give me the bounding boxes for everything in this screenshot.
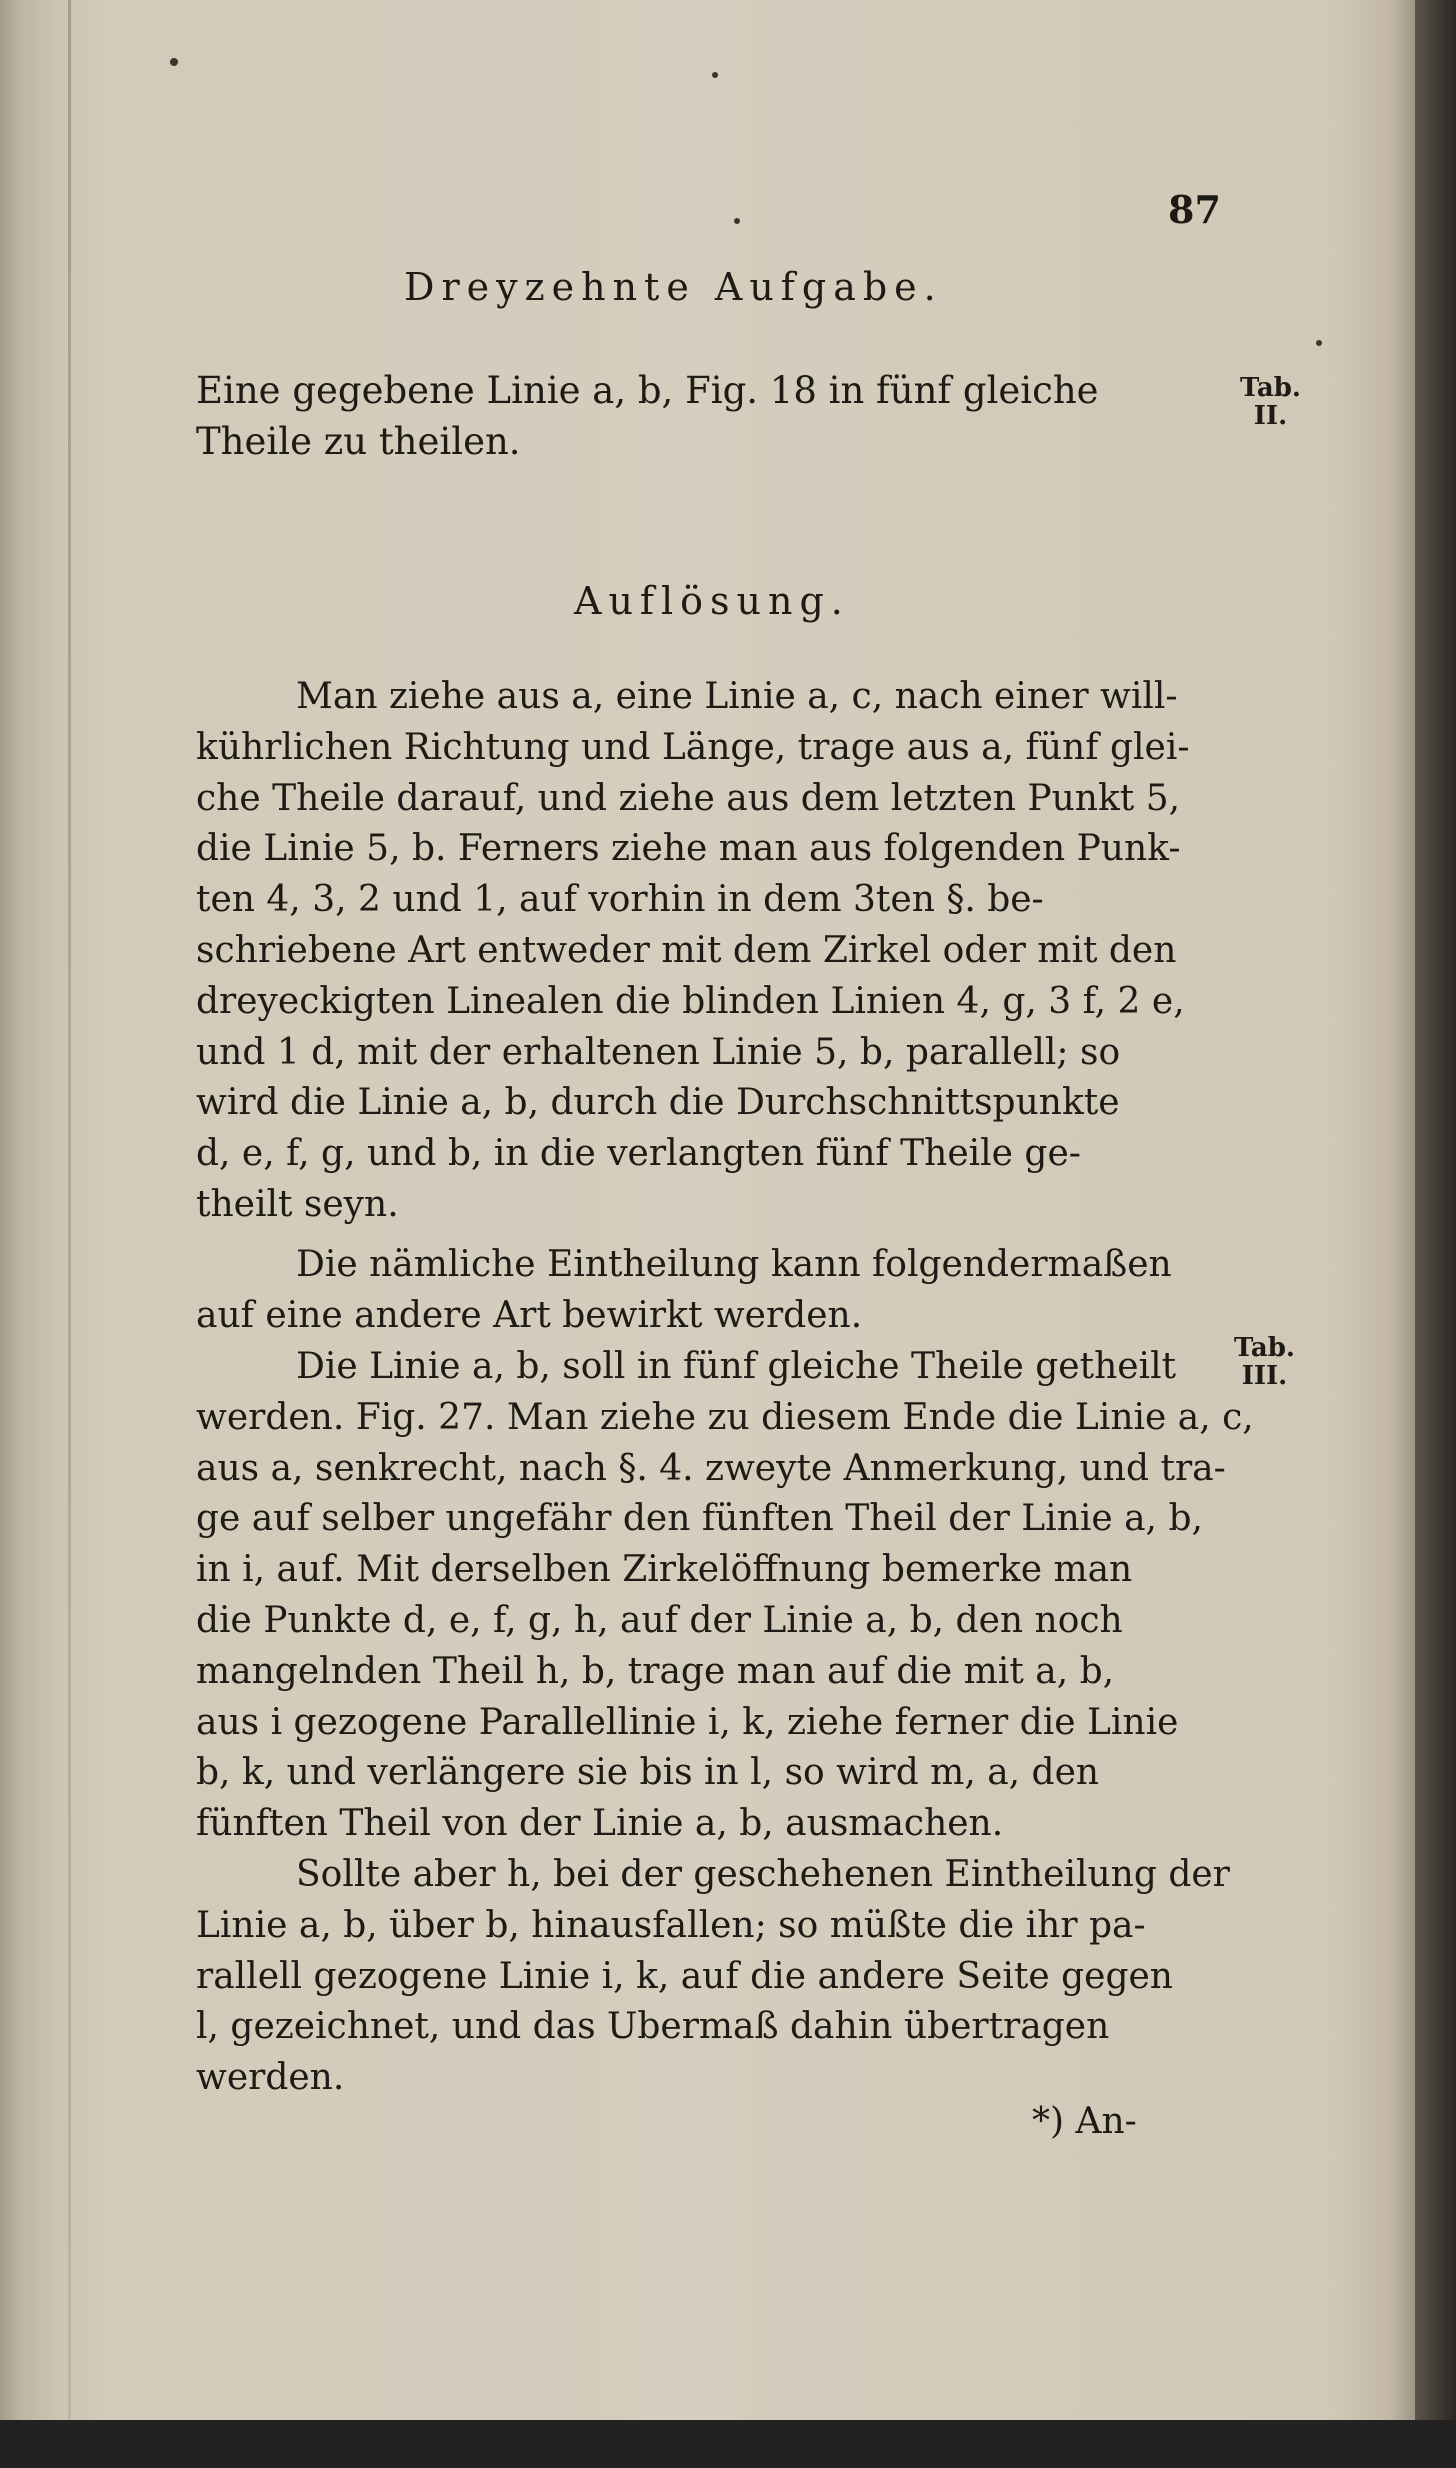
page-number: 87 (1168, 187, 1221, 232)
solution-heading: Auflösung. (574, 579, 850, 623)
text-line: die Linie 5, b. Ferners ziehe man aus folgenden Punk- (196, 828, 1181, 870)
text-line: Linie a, b, über b, hinausfallen; so müßte die ihr pa- (196, 1904, 1146, 1946)
text-line: kührlichen Richtung und Länge, trage aus a, fünf glei- (196, 726, 1190, 768)
text-line: d, e, f, g, und b, in die verlangten fünf Theile ge- (196, 1133, 1081, 1175)
text-line: theilt seyn. (196, 1183, 399, 1225)
alternative-paragraph (196, 1240, 1236, 1342)
text-line: Man ziehe aus a, eine Linie a, c, nach einer will- (296, 676, 1178, 717)
text-line: ten 4, 3, 2 und 1, auf vorhin in dem 3ten §. be- (196, 879, 1044, 921)
text-line: schriebene Art entweder mit dem Zirkel oder mit den (196, 929, 1177, 971)
ink-speck (1316, 340, 1322, 346)
text-line: werden. Fig. 27. Man ziehe zu diesem Ende die Linie a, c, (196, 1396, 1254, 1438)
text-line: wird die Linie a, b, durch die Durchschnittspunkte (196, 1082, 1120, 1124)
problem-statement (196, 365, 1236, 467)
gutter-shadow (68, 0, 71, 2468)
text-line: mangelnden Theil h, b, trage man auf die mit a, b, (196, 1650, 1115, 1692)
ink-speck (734, 218, 740, 224)
ink-speck (712, 72, 718, 78)
margin-note-plate (1240, 374, 1301, 430)
text-line: b, k, und verlängere sie bis in l, so wird m, a, den (196, 1752, 1100, 1794)
ink-speck (170, 58, 178, 66)
solution-paragraph (196, 672, 1236, 1231)
text-line: Theile zu theilen. (196, 420, 521, 463)
text-line: in i, auf. Mit derselben Zirkelöffnung bemerke man (196, 1549, 1133, 1591)
text-line: und 1 d, mit der erhaltenen Linie 5, b, parallell; so (196, 1031, 1121, 1073)
margin-note-line: Tab. (1240, 373, 1301, 403)
scan-border (0, 2420, 1456, 2468)
problem-title: Dreyzehnte Aufgabe. (404, 265, 943, 309)
margin-note-line: III. (1241, 1361, 1288, 1391)
margin-note-line: II. (1253, 401, 1288, 431)
text-line: Eine gegebene Linie a, b, Fig. 18 in fünf gleiche (196, 369, 1099, 412)
text-line: Die Linie a, b, soll in fünf gleiche Theile getheilt (296, 1346, 1177, 1387)
text-line: ge auf selber ungefähr den fünften Theil der Linie a, b, (196, 1498, 1203, 1540)
method-paragraph (196, 1342, 1254, 1850)
text-line: aus i gezogene Parallellinie i, k, ziehe ferner die Linie (196, 1701, 1179, 1743)
text-line: aus a, senkrecht, nach §. 4. zweyte Anmerkung, und tra- (196, 1447, 1226, 1489)
catchword: *) An- (1032, 2101, 1137, 2142)
text-line: die Punkte d, e, f, g, h, auf der Linie a, b, den noch (196, 1599, 1123, 1641)
text-line: che Theile darauf, und ziehe aus dem letzten Punkt 5, (196, 777, 1181, 819)
text-line: Die nämliche Eintheilung kann folgendermaßen (296, 1244, 1172, 1285)
text-line: l, gezeichnet, und das Ubermaß dahin übertragen (196, 2006, 1110, 2048)
margin-note-line: Tab. (1234, 1333, 1295, 1363)
text-line: Sollte aber h, bei der geschehenen Eintheilung der (296, 1854, 1230, 1895)
text-line: auf eine andere Art bewirkt werden. (196, 1294, 863, 1336)
page-edge (1415, 0, 1456, 2468)
text-line: dreyeckigten Linealen die blinden Linien 4, g, 3 f, 2 e, (196, 980, 1185, 1022)
text-line: werden. (196, 2057, 345, 2099)
note-paragraph (196, 1850, 1236, 2104)
margin-note-plate (1234, 1334, 1295, 1390)
text-line: rallell gezogene Linie i, k, auf die andere Seite gegen (196, 1955, 1173, 1997)
text-line: fünften Theil von der Linie a, b, ausmachen. (196, 1803, 1004, 1845)
